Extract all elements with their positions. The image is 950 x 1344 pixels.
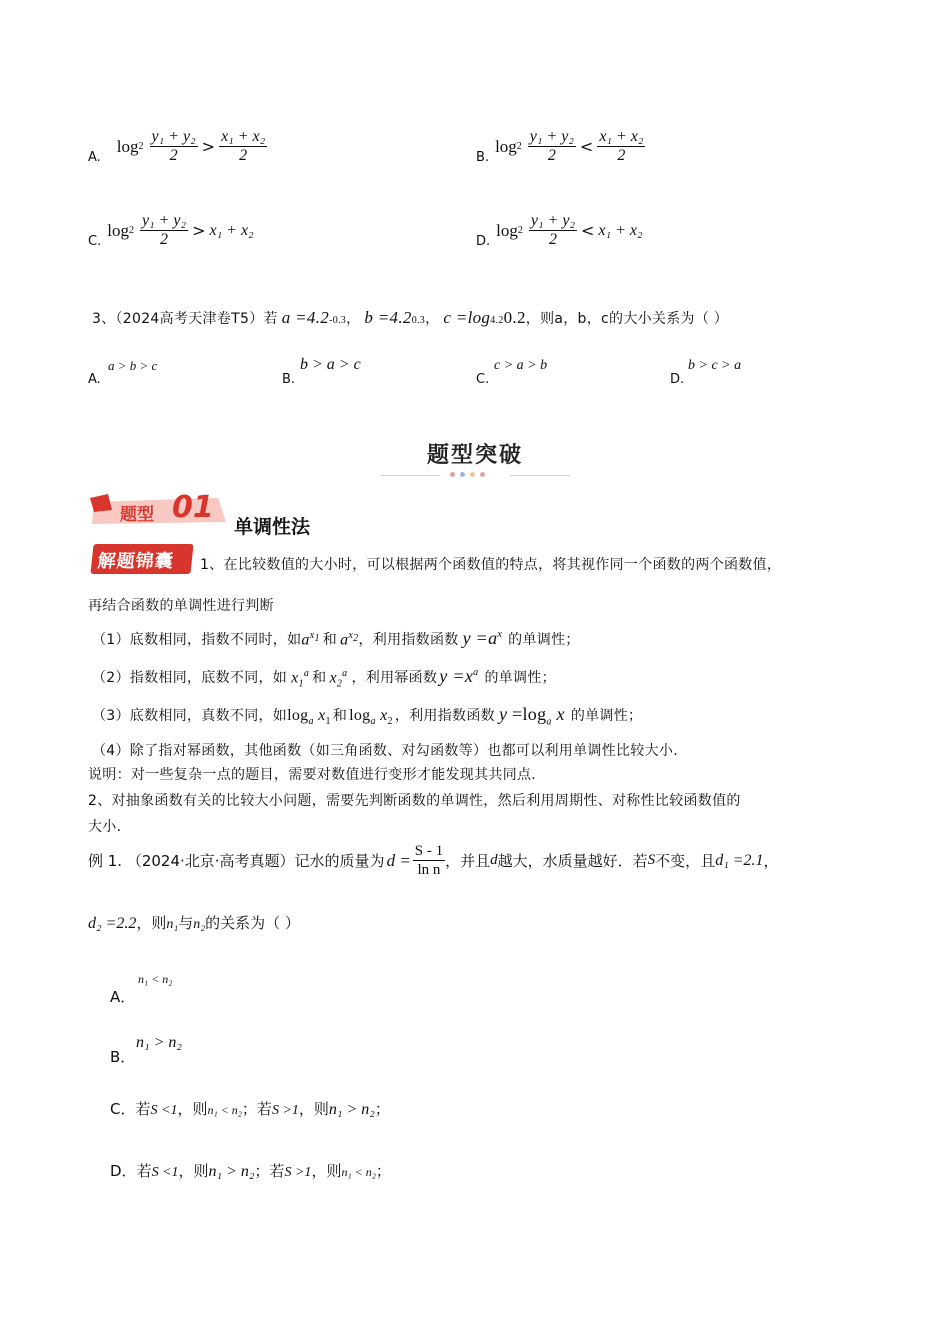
option-text: 若	[136, 1162, 152, 1180]
tip-p2-line1: 2、对抽象函数有关的比较大小问题，需要先判断函数的单调性，然后利用周期性、对称性比较函数值的	[88, 793, 741, 809]
math-d: d	[490, 852, 498, 868]
fraction	[529, 212, 577, 249]
item-text: ，利用幂函数	[351, 670, 438, 686]
math-result: n₁ > n₂	[328, 1101, 375, 1118]
math-n2: n₂	[193, 917, 206, 932]
item-text: ，利用指数函数	[358, 632, 459, 648]
option-text: ；	[374, 1100, 390, 1118]
math-result: n₁ > n₂	[208, 1163, 255, 1180]
example-option-a[interactable]	[110, 972, 310, 1006]
math: $y =x^a$	[439, 666, 479, 686]
option-text: ，则	[298, 1100, 329, 1118]
q3-b-expr: b =4.2	[364, 308, 412, 327]
example-text: 越大，水质量越好．若	[497, 852, 648, 870]
math-cond: S >1	[284, 1165, 312, 1180]
tip-p1-line1: 1、在比较数值的大小时，可以根据两个函数值的特点，将其视作同一个函数的两个函数值，	[200, 557, 782, 573]
item-text: 和	[332, 708, 348, 724]
math: $x_1^a$	[291, 667, 310, 690]
option-label: C.	[88, 234, 102, 249]
q3-prefix: 3、（2024高考天津卷T5）若	[92, 311, 278, 327]
fraction-numerator: x₁ + x₂	[599, 128, 644, 145]
q3-stem: 3、（2024高考天津卷T5）若 a =4.2 -0.3 ， b =4.2 0.3 ， c =log 4.2 0.2 ，则a，b，c的大小关系为（ ）	[92, 308, 729, 327]
option-label: A．	[110, 988, 136, 1006]
fraction-denominator: ln n	[417, 862, 441, 878]
option-label: B.	[476, 150, 490, 165]
math: $\log_a x_1$	[287, 707, 331, 728]
math: $a^{x_1}$	[301, 629, 320, 648]
math: $\log_a x_2$	[349, 707, 393, 728]
rhs-expression: x₁ + x₂	[209, 221, 254, 239]
topic-badge	[88, 492, 228, 528]
tip-badge	[90, 544, 193, 574]
log-base: 2	[128, 225, 134, 236]
option-text: 若	[135, 1100, 151, 1118]
item-text: ，利用指数函数	[394, 708, 495, 724]
fraction-numerator: y₁ + y₂	[530, 212, 576, 229]
item-text: 的单调性；	[508, 632, 580, 648]
fraction	[150, 128, 198, 165]
option-label: D.	[670, 372, 685, 387]
q3-a-expr: a =4.2	[281, 308, 330, 327]
item-text: （3）底数相同，真数不同，如	[92, 708, 288, 724]
option-text: ，则	[178, 1162, 209, 1180]
log-base: 2	[517, 225, 523, 236]
item-text: 和	[312, 670, 327, 686]
option-text: n₁ > n₂	[136, 1034, 182, 1051]
log-text: log	[116, 136, 139, 156]
q2-option-a[interactable]	[88, 128, 267, 165]
tip-item-3	[92, 704, 642, 728]
fraction-denominator: 2	[547, 147, 556, 164]
badge-number: 01	[172, 490, 214, 525]
math-cond: S <1	[151, 1165, 179, 1180]
section-divider-left	[380, 475, 440, 476]
topic-title: 单调性法	[234, 516, 311, 538]
badge-prefix: 题型	[120, 505, 154, 525]
operator: <	[581, 221, 595, 240]
example-text: 不变，且	[655, 852, 716, 870]
log-text: log	[496, 220, 518, 240]
option-text: ；若	[254, 1162, 285, 1180]
tip-p1-line2: 再结合函数的单调性进行判断	[88, 598, 274, 614]
math-n1: n₁	[166, 917, 179, 932]
math-cond: S >1	[271, 1103, 299, 1118]
q2-option-c[interactable]	[88, 212, 254, 249]
log-base: 2	[138, 141, 144, 152]
fraction-denominator: 2	[239, 147, 248, 164]
option-text: ；若	[241, 1100, 272, 1118]
fraction-numerator: y₁ + y₂	[529, 128, 574, 145]
fraction-denominator: 2	[169, 147, 178, 164]
option-text: a > b > c	[108, 358, 158, 373]
fraction	[528, 128, 576, 165]
fraction-numerator: S - 1	[414, 843, 444, 859]
item-text: 的单调性；	[570, 708, 643, 724]
rhs-expression: x₁ + x₂	[598, 221, 643, 239]
math-result: n₁ < n₂	[207, 1103, 242, 1117]
example-prefix: 例 1. （2024·北京·高考真题）记水的质量为	[88, 852, 385, 870]
example-stem-line1: 例 1. （2024·北京·高考真题）记水的质量为 d = $\frac{S - 1}{\text{ln n}}$ ，并且 d 越大，水质量越好．若 S 不变，且 d₁ =2.1 ，	[88, 843, 779, 878]
example-stem-line2	[88, 912, 300, 933]
option-text: ；	[375, 1162, 391, 1180]
dot-icon	[450, 472, 455, 477]
fraction-numerator: x₁ + x₂	[221, 128, 266, 145]
q3-a-exp: -0.3	[329, 315, 347, 326]
q3-option-a[interactable]	[88, 358, 278, 388]
fraction	[597, 128, 645, 165]
item-text: 的单调性；	[484, 670, 556, 686]
option-text: c > a > b	[494, 358, 548, 373]
math-cond: S <1	[150, 1103, 178, 1118]
operator: >	[201, 137, 216, 156]
item-text: 和	[322, 632, 338, 648]
option-text: b > a > c	[300, 356, 361, 373]
math-result: n₁ < n₂	[341, 1165, 376, 1179]
option-text: ，则	[177, 1100, 208, 1118]
fraction	[140, 212, 188, 249]
option-label: D．	[110, 1162, 137, 1180]
example-text: 与	[178, 914, 194, 932]
q3-option-c[interactable]	[476, 356, 666, 386]
tip-p2-line2: 大小.	[88, 819, 122, 835]
math: $y =a^x$	[462, 628, 503, 648]
dot-icon	[460, 472, 465, 477]
tip-badge-text: 解题锦囊	[96, 551, 175, 572]
tip-note: 说明：对一些复杂一点的题目，需要对数值进行变形才能发现其共同点.	[88, 767, 537, 783]
log-text: log	[107, 220, 129, 240]
item-text: （1）底数相同，指数不同时，如	[92, 632, 302, 648]
option-label: A.	[88, 372, 101, 387]
section-dots	[450, 472, 485, 477]
log-base: 2	[516, 141, 522, 152]
option-label: C．	[110, 1100, 136, 1118]
example-text: ，并且	[445, 852, 491, 870]
math-s: S	[647, 852, 656, 868]
option-text: b > c > a	[688, 358, 742, 373]
example-option-c[interactable]	[110, 1098, 390, 1119]
fraction-numerator: y₁ + y₂	[141, 212, 187, 229]
example-option-b[interactable]	[110, 1034, 310, 1068]
option-label: B．	[110, 1048, 136, 1066]
operator: >	[192, 221, 206, 240]
q2-option-b[interactable]	[476, 128, 645, 165]
dot-icon	[470, 472, 475, 477]
option-text: n₁ < n₂	[138, 972, 173, 986]
log-text: log	[495, 136, 517, 156]
fraction-denominator: 2	[160, 231, 169, 248]
math-d: d =	[386, 850, 411, 870]
operator: <	[579, 137, 594, 156]
tip-item-4: （4）除了指对幂函数，其他函数（如三角函数、对勾函数等）也都可以利用单调性比较大小.	[92, 743, 678, 759]
q3-c-val: 0.2	[503, 308, 526, 327]
q2-option-d[interactable]	[476, 212, 643, 249]
math: $y =\log_a$ x	[498, 704, 565, 728]
fraction-denominator: 2	[548, 231, 557, 248]
q3-option-b[interactable]	[282, 356, 472, 386]
example-text: 的关系为（ ）	[205, 914, 300, 932]
example-option-d[interactable]	[110, 1160, 391, 1181]
item-text: （2）指数相同，底数不同，如	[92, 670, 288, 686]
fraction	[219, 128, 267, 165]
q3-b-exp: 0.3	[411, 315, 426, 326]
section-title: 题型突破	[426, 443, 523, 468]
math-d2: d₂ =2.2	[88, 915, 137, 932]
example-text: ，则	[136, 914, 167, 932]
option-label: A.	[88, 150, 101, 165]
q3-option-d[interactable]	[670, 356, 860, 386]
dot-icon	[480, 472, 485, 477]
q3-suffix: ，则a，b，c的大小关系为（ ）	[525, 311, 729, 327]
math-d1: d₁ =2.1	[715, 851, 764, 869]
q3-c-base: 4.2	[490, 315, 504, 326]
option-label: B.	[282, 372, 296, 387]
option-label: C.	[476, 372, 490, 387]
option-text: ，则	[311, 1162, 342, 1180]
q3-c-expr: c =log	[443, 308, 491, 327]
option-label: D.	[476, 234, 491, 249]
fraction	[413, 842, 445, 879]
fraction-numerator: y₁ + y₂	[151, 128, 196, 145]
fraction-denominator: 2	[617, 147, 626, 164]
math: $x_2^a$	[329, 667, 348, 690]
tip-item-1	[92, 628, 580, 649]
section-divider-right	[510, 475, 570, 476]
tip-item-2	[92, 666, 556, 689]
math: $a^{x_2}$	[340, 629, 359, 648]
